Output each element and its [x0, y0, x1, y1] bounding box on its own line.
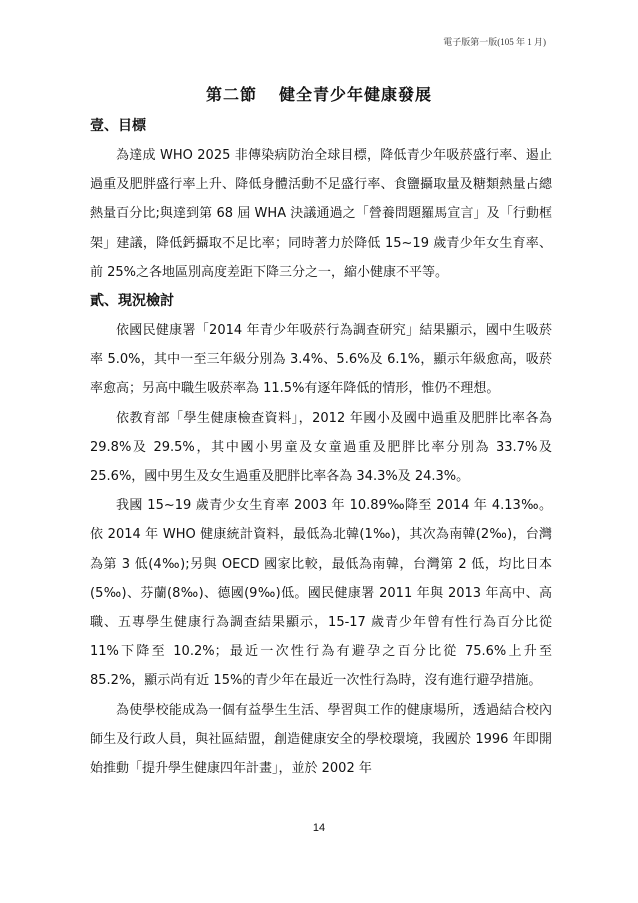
fertility-paragraph: 我國 15~19 歲青少女生育率 2003 年 10.89‰降至 2014 年 4.13‰。依 2014 年 WHO 健康統計資料，最低為北韓(1‰)，其次為南韓(2‰)，台灣為第 3 低(4‰);另與 OECD 國家比較，最低為南韓，台灣第 2 低，均比日本(5‰)、芬蘭(8‰)、德國(9‰)低。國民健康署 2011 年與 2013 年高中、高職、五專學生健康行為調查結果顯示，15-17 歲青少年曾有性行為百分比從 11%下降至 10.2%；最近一次性行為有避孕之百分比從 75.6%上升至 85.2%，顯示尚有近 15%的青少年在最近一次性行為時，沒有進行避孕措施。 — [90, 498, 552, 689]
school-health-paragraph: 為使學校能成為一個有益學生生活、學習與工作的健康場所，透過結合校內師生及行政人員，與社區結盟，創造健康安全的學校環境，我國於 1996 年即開始推動「提升學生健康四年計畫」，並於 2002 年 — [90, 702, 552, 777]
goals-paragraph: 為達成 WHO 2025 非傳染病防治全球目標，降低青少年吸菸盛行率、遏止過重及肥胖盛行率上升、降低身體活動不足盛行率、食鹽攝取量及糖類熱量占總熱量百分比;與達到第 68 屆 WHA 決議通過之「營養問題羅馬宣言」及「行動框架」建議，降低鈣攝取不足比率；同時著力於降低 15~19 歲青少年女生育率、前 25%之各地區別高度差距下降三分之一，縮小健康不平等。 — [90, 148, 552, 280]
section-title — [0, 82, 638, 105]
page-number: 14 — [312, 822, 326, 834]
body-content — [90, 112, 552, 783]
edition-note: 電子版第一版(105 年 1 月) — [443, 37, 546, 47]
heading-goals: 壹、目標 — [90, 118, 146, 134]
section-name: 健全青少年健康發展 — [279, 85, 433, 104]
smoking-paragraph: 依國民健康署「2014 年青少年吸菸行為調查研究」結果顯示，國中生吸菸率 5.0%，其中一至三年級分別為 3.4%、5.6%及 6.1%，顯示年級愈高，吸菸率愈高；另高中職生吸菸率為 11.5%有逐年降低的情形，惟仍不理想。 — [90, 323, 552, 397]
obesity-paragraph: 依教育部「學生健康檢查資料」，2012 年國小及國中過重及肥胖比率各為 29.8%及 29.5%，其中國小男童及女童過重及肥胖比率分別為 33.7%及 25.6%，國中男生及女生過重及肥胖比率各為 34.3%及 24.3%。 — [90, 410, 552, 485]
heading-status-review: 貳、現況檢討 — [90, 293, 174, 310]
section-number: 第二節 — [205, 85, 257, 104]
